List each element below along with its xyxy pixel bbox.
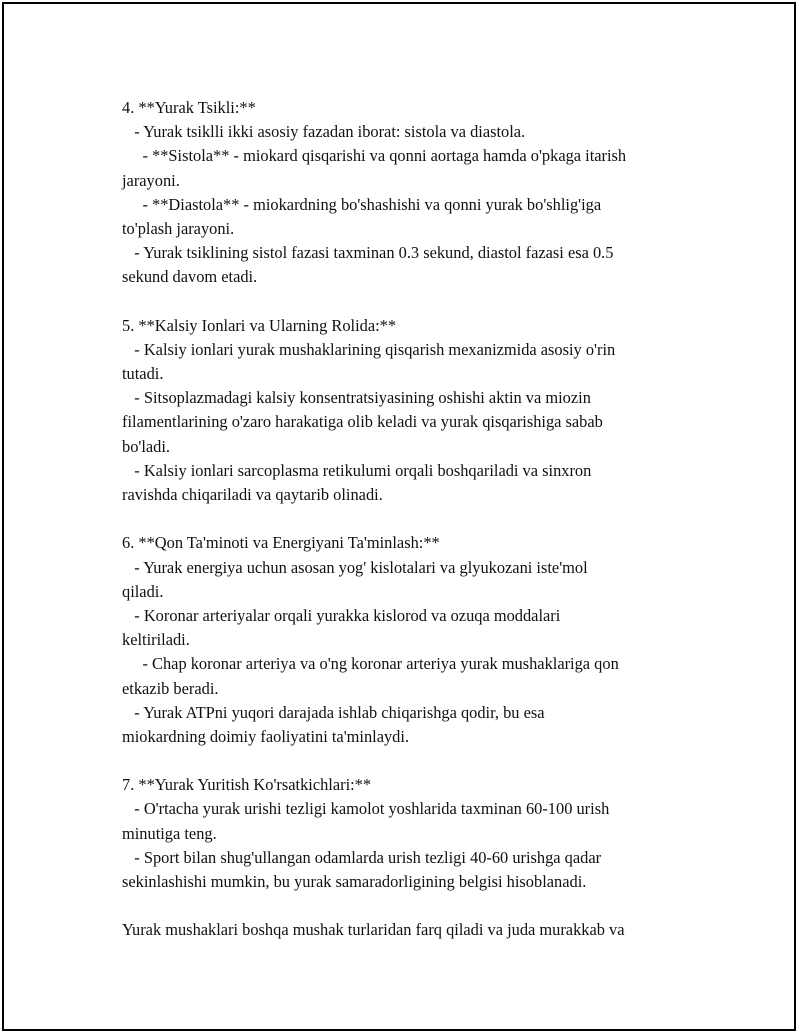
text-line: - **Diastola** - miokardning bo'shashishi va qonni yurak bo'shlig'iga <box>122 194 602 214</box>
closing-paragraph: Yurak mushaklari boshqa mushak turlaridan farq qiladi va juda murakkab va <box>122 920 625 940</box>
text-line: to'plash jarayoni. <box>122 218 235 238</box>
text-line: - Kalsiy ionlari yurak mushaklarining qisqarish mexanizmida asosiy o'rin <box>122 339 616 359</box>
section-heading: 4. **Yurak Tsikli:** <box>122 98 256 117</box>
text-line: - Chap koronar arteriya va o'ng koronar arteriya yurak mushaklariga qon <box>122 654 619 674</box>
text-line: - Kalsiy ionlari sarcoplasma retikulumi orqali boshqariladi va sinxron <box>122 460 592 480</box>
section-heading: 7. **Yurak Yuritish Ko'rsatkichlari:** <box>122 775 372 795</box>
text-line: sekund davom etadi. <box>122 267 258 287</box>
text-line: - Yurak tsiklli ikki asosiy fazadan iborat: sistola va diastola. <box>122 122 526 142</box>
paragraph-gap <box>122 290 702 314</box>
section-heading: 6. **Qon Ta'minoti va Energiyani Ta'minlash:** <box>122 533 440 553</box>
section-yurak-yuritish <box>122 773 702 894</box>
page-frame <box>2 2 796 1031</box>
text-line: bo'ladi. <box>122 436 171 456</box>
text-line: - Sitsoplazmadagi kalsiy konsentratsiyasining oshishi aktin va miozin <box>122 388 591 408</box>
text-line: - Yurak energiya uchun asosan yog' kislotalari va glyukozani iste'mol <box>122 557 588 577</box>
section-kalsiy-ionlari <box>122 314 702 508</box>
text-line: - Sport bilan shug'ullangan odamlarda urish tezligi 40-60 urishga qadar <box>122 847 602 867</box>
text-line: tutadi. <box>122 364 164 384</box>
text-line: jarayoni. <box>122 170 180 190</box>
text-line: ravishda chiqariladi va qaytarib olinadi. <box>122 485 383 504</box>
text-line: - Yurak ATPni yuqori darajada ishlab chiqarishga qodir, bu esa <box>122 702 545 722</box>
text-line: - Koronar arteriyalar orqali yurakka kislorod va ozuqa moddalari <box>122 605 561 625</box>
text-line: miokardning doimiy faoliyatini ta'minlaydi. <box>122 726 410 746</box>
text-line: qiladi. <box>122 581 164 601</box>
text-line: filamentlarining o'zaro harakatiga olib keladi va yurak qisqarishiga sabab <box>122 412 603 432</box>
text-line: - O'rtacha yurak urishi tezligi kamolot yoshlarida taxminan 60-100 urish <box>122 799 610 819</box>
document-body <box>122 96 702 943</box>
text-line: - Yurak tsiklining sistol fazasi taxminan 0.3 sekund, diastol fazasi esa 0.5 <box>122 243 614 263</box>
paragraph-gap <box>122 749 702 773</box>
text-line: sekinlashishi mumkin, bu yurak samaradorligining belgisi hisoblanadi. <box>122 872 587 891</box>
paragraph-gap <box>122 894 702 918</box>
text-line: - **Sistola** - miokard qisqarishi va qonni aortaga hamda o'pkaga itarish <box>122 146 627 166</box>
section-yurak-tsikli <box>122 96 702 290</box>
section-heading: 5. **Kalsiy Ionlari va Ularning Rolida:** <box>122 315 397 335</box>
text-line: keltiriladi. <box>122 630 190 650</box>
text-line: etkazib beradi. <box>122 678 219 698</box>
paragraph-gap <box>122 507 702 531</box>
section-qon-taminoti <box>122 531 702 749</box>
text-line: minutiga teng. <box>122 823 217 843</box>
